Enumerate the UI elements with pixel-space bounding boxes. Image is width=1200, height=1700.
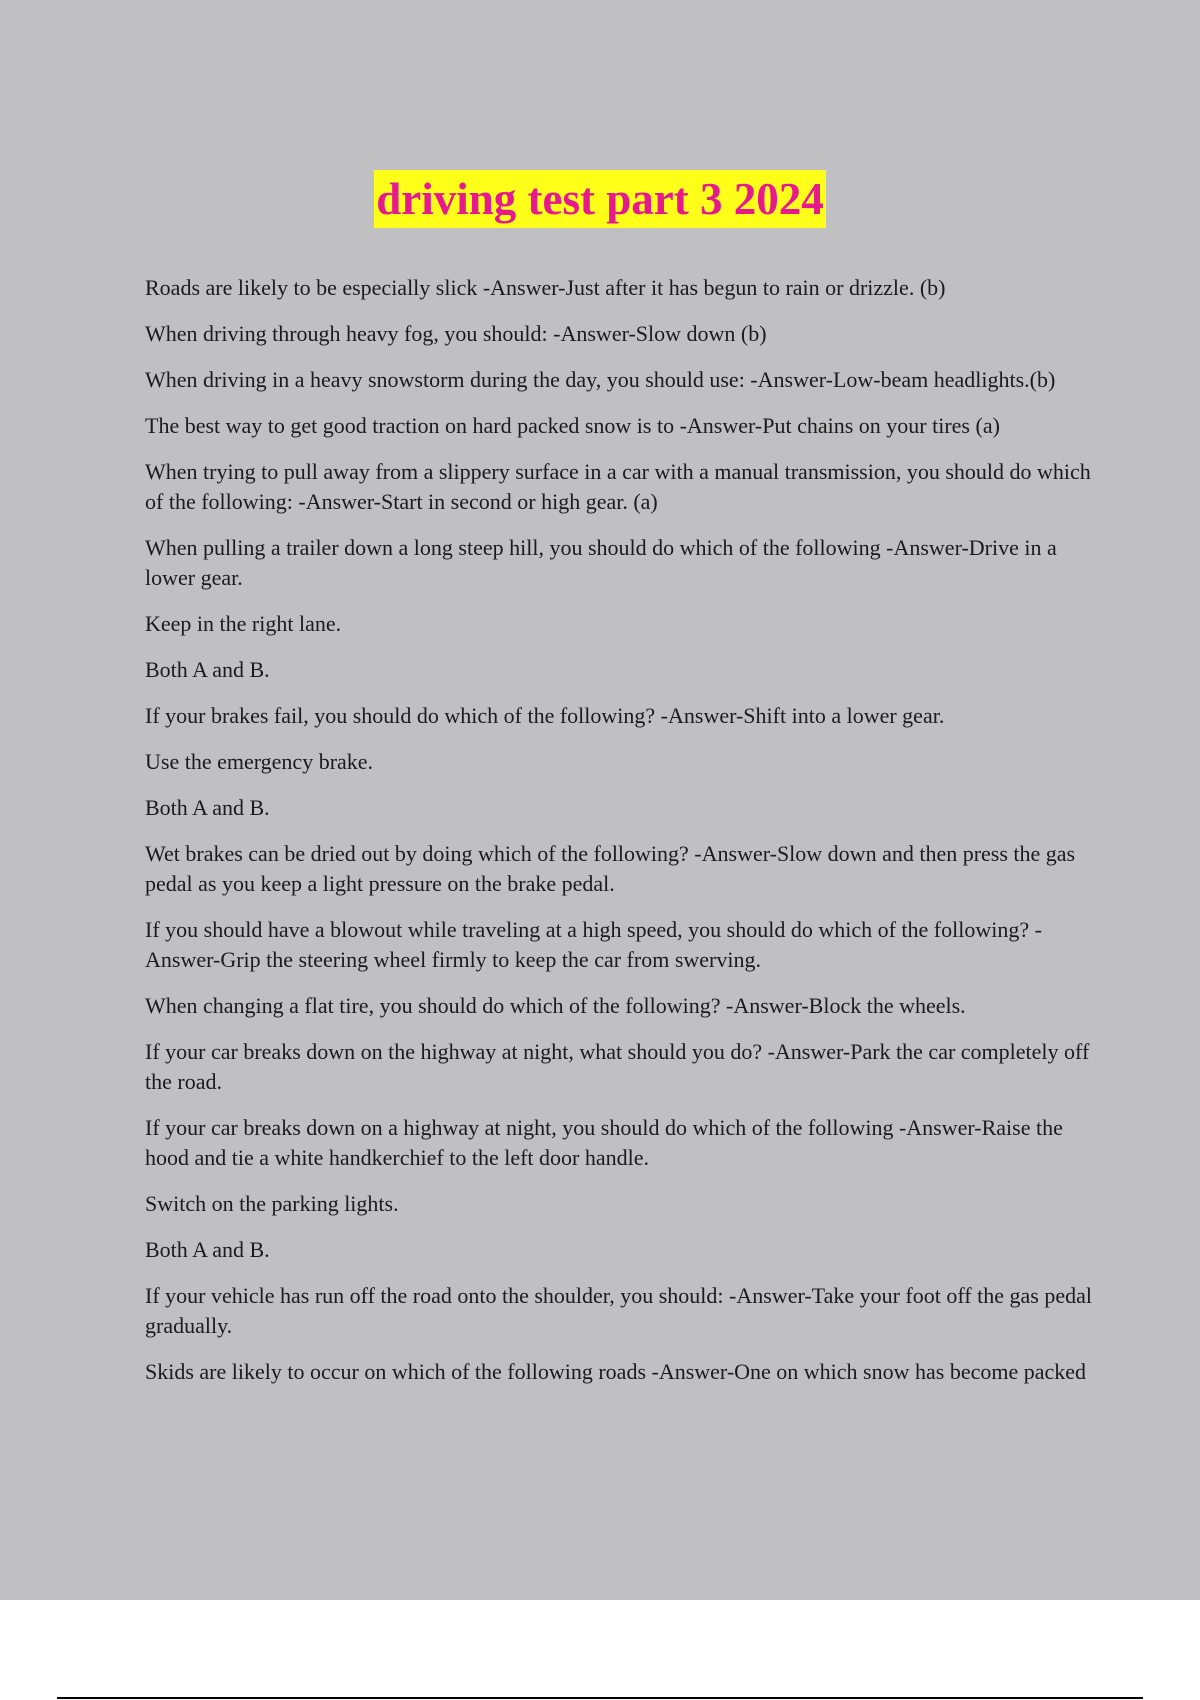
footer-divider	[57, 1697, 1143, 1699]
qa-paragraph: Both A and B.	[145, 657, 270, 682]
qa-paragraph: Switch on the parking lights.	[145, 1191, 399, 1216]
qa-paragraph: The best way to get good traction on hard packed snow is to -Answer-Put chains on your tires (a)	[145, 413, 1000, 438]
qa-paragraph: Both A and B.	[145, 1237, 270, 1262]
qa-paragraph: Wet brakes can be dried out by doing which of the following? -Answer-Slow down and then press the gas pedal as you keep a light pressure on the brake pedal.	[145, 841, 1076, 896]
qa-paragraph: Keep in the right lane.	[145, 611, 342, 636]
qa-paragraph: Roads are likely to be especially slick -Answer-Just after it has begun to rain or drizzle. (b)	[145, 275, 946, 300]
qa-paragraph: Skids are likely to occur on which of the following roads -Answer-One on which snow has become packed	[145, 1359, 1087, 1384]
qa-paragraph: If your car breaks down on the highway at night, what should you do? -Answer-Park the car completely off the road.	[145, 1039, 1090, 1094]
document-title: driving test part 3 2024	[374, 170, 825, 228]
qa-paragraph: When trying to pull away from a slippery surface in a car with a manual transmission, you should do which of the following: -Answer-Start in second or high gear. (a)	[145, 459, 1091, 514]
title-container	[0, 170, 1200, 228]
qa-paragraph: When pulling a trailer down a long steep hill, you should do which of the following -Answer-Drive in a lower gear.	[145, 535, 1057, 590]
qa-paragraph: When driving in a heavy snowstorm during the day, you should use: -Answer-Low-beam headlights.(b)	[145, 367, 1056, 392]
qa-paragraph: Both A and B.	[145, 795, 270, 820]
qa-paragraph: When changing a flat tire, you should do which of the following? -Answer-Block the wheels.	[145, 993, 966, 1018]
qa-paragraph: Use the emergency brake.	[145, 749, 374, 774]
qa-paragraph: If your vehicle has run off the road onto the shoulder, you should: -Answer-Take your foot off the gas pedal gradually.	[145, 1283, 1092, 1338]
qa-paragraph: When driving through heavy fog, you should: -Answer-Slow down (b)	[145, 321, 767, 346]
qa-paragraph: If your car breaks down on a highway at night, you should do which of the following -Answer-Raise the hood and tie a white handkerchief to the left door handle.	[145, 1115, 1063, 1170]
qa-paragraph: If your brakes fail, you should do which of the following? -Answer-Shift into a lower gear.	[145, 703, 945, 728]
qa-paragraph: If you should have a blowout while traveling at a high speed, you should do which of the following? -Answer-Grip the steering wheel firmly to keep the car from swerving.	[145, 917, 1042, 972]
qa-list	[145, 273, 1095, 1403]
